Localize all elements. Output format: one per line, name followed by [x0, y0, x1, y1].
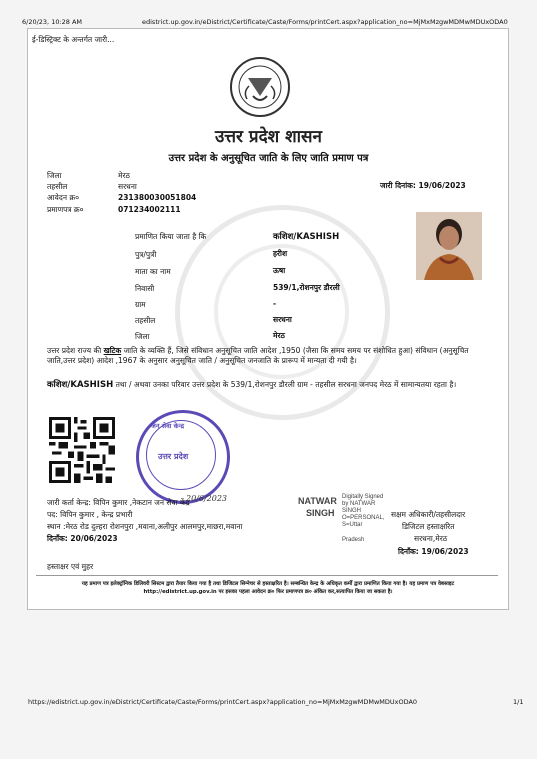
caste-post: जाति के व्यक्ति हैं, जिसे संविधान अनुसूचित जाति आदेश ,1950 (जैसा कि समय समय पर संशोधित हुआ) संविधान (अनुसूचित जाति,उत्तर प्रदेश) आदेश ,1967 के अनुसार अनुसूचित जाति / अनुसूचित जनजाति के प्रारूप में मान्यता दी गयी है। [47, 346, 469, 365]
issuer-date: दिनाँक: 20/06/2023 [47, 534, 118, 543]
edistrict-note: ई-डिस्ट्रिक्ट के अन्तर्गत जारी... [32, 35, 115, 44]
authority-date: दिनाँक: 19/06/2023 [398, 547, 469, 556]
detail-label: जिला [135, 332, 150, 341]
stamp-top-text: जन सेवा केन्द्र [151, 422, 185, 430]
digital-signed-label: डिजिटल हस्ताक्षरित [402, 522, 455, 531]
application-label: आवेदन क्र० [47, 193, 80, 202]
certificate-number-label: प्रमाणपत्र क्र० [47, 205, 84, 214]
detail-label: ग्राम [135, 300, 146, 309]
footer-note: यह प्रमाण पत्र इलेक्ट्रॉनिक डिलिवरी सिस्टम द्वारा तैयार किया गया है तथा डिजिटल सिग्नेचर से हस्ताक्षरित है। सम्बन्धित केन्द्र के अधिकृत कर्मी द्वारा प्रमाणित किया गया है। यह प्रमाण पत्र वेबसाइट http://edistrict.up.gov.in पर इसका पहला आवेदन क्र० फिर प्रमाणपत्र क्र० अंकित कर,सत्यापित किया जा सकता है। [81, 581, 455, 595]
dsc-detail: O=PERSONAL, [342, 515, 385, 521]
government-title: उत्तर प्रदेश शासन [214, 127, 322, 147]
detail-label: तहसील [135, 316, 156, 325]
certificate-subtitle: उत्तर प्रदेश के अनुसूचित जाति के लिए जाति प्रमाण पत्र [168, 153, 369, 164]
applicant-photo [416, 212, 482, 280]
authority-place: सरधना,मेरठ [414, 534, 448, 543]
handwritten-signature: 20/6/2023 [186, 494, 228, 503]
dsc-detail: by NATWAR [342, 501, 376, 507]
signer-name-line2: SINGH [306, 508, 335, 518]
detail-district: मेरठ [273, 331, 285, 340]
statement-holder-name: कशिश/KASHISH [47, 380, 114, 390]
print-url-header: edistrict.up.gov.in/eDistrict/Certificate/Caste/Forms/printCert.aspx?application_no=MjMxMzgwMDMwMDUxODA0 [142, 18, 508, 26]
holder-name: कशिश/KASHISH [273, 232, 340, 242]
caste-statement [47, 346, 489, 366]
stamp-mid-text: उत्तर प्रदेश [158, 452, 189, 461]
signer-name-line1: NATWAR [298, 496, 337, 506]
parent-name: हरीश [273, 249, 288, 258]
issue-date: जारी दिनांक: 19/06/2023 [380, 181, 466, 190]
tehsil-label: तहसील [47, 182, 68, 191]
page-count: 1/1 [513, 698, 524, 706]
mother-name: ऊषा [273, 266, 286, 275]
detail-label: प्रमाणित किया जाता है कि [135, 232, 207, 241]
certificate-number: 071234002111 [118, 205, 181, 214]
print-datetime: 6/20/23, 10:28 AM [22, 18, 83, 26]
caste-name: खटिक [103, 346, 122, 355]
residence: 539/1,रोशनपुर डौरली [273, 283, 340, 292]
district-value: मेरठ [118, 171, 130, 180]
detail-label: माता का नाम [135, 267, 171, 276]
village: - [273, 299, 277, 308]
detail-label: निवासी [135, 284, 155, 293]
print-url-footer: https://edistrict.up.gov.in/eDistrict/Certificate/Caste/Forms/printCert.aspx?application_no=MjMxMzgwMDMwMDUxODA0 [28, 698, 418, 706]
authority-title: सक्षम अधिकारी/तहसीलदार [391, 510, 466, 519]
dsc-detail: S=Uttar [342, 522, 363, 528]
issuer-location: स्थान :मेरठ रोड दुल्हरा रोशनपुरा ,मवाना,अलीपुर आलमपुर,माछरा,मवाना [47, 522, 243, 531]
issuer-post: पद: विपिन कुमार , केन्द्र प्रभारी [47, 510, 133, 519]
up-government-emblem [229, 56, 291, 118]
qr-code [47, 417, 117, 483]
emblem-icon [229, 56, 291, 118]
signature-seal-note: हस्ताक्षर एवं मुहर [47, 562, 94, 571]
district-label: जिला [47, 171, 62, 180]
dsc-detail: Pradesh [342, 537, 365, 543]
tehsil-value: सरधना [118, 182, 137, 191]
residence-text: तथा / अथवा उनका परिवार उत्तर प्रदेश के 539/1,रोशनपुर डौरली ग्राम - तहसील सरधना जनपद मेरठ में सामान्यतया रहता है। [113, 380, 457, 389]
caste-pre: उत्तर प्रदेश राज्य की [47, 346, 104, 355]
issuing-center: जारी कर्ता केन्द्र: विपिन कुमार ,नेकटान जन सेवा केंद्र [47, 498, 190, 507]
detail-tehsil: सरधना [273, 315, 292, 324]
application-number: 231380030051804 [118, 193, 197, 202]
residence-statement [47, 380, 489, 390]
dsc-detail: Digitally Signed [342, 494, 384, 500]
detail-label: पुत्र/पुत्री [135, 250, 157, 259]
dsc-detail: SINGH [342, 508, 362, 514]
